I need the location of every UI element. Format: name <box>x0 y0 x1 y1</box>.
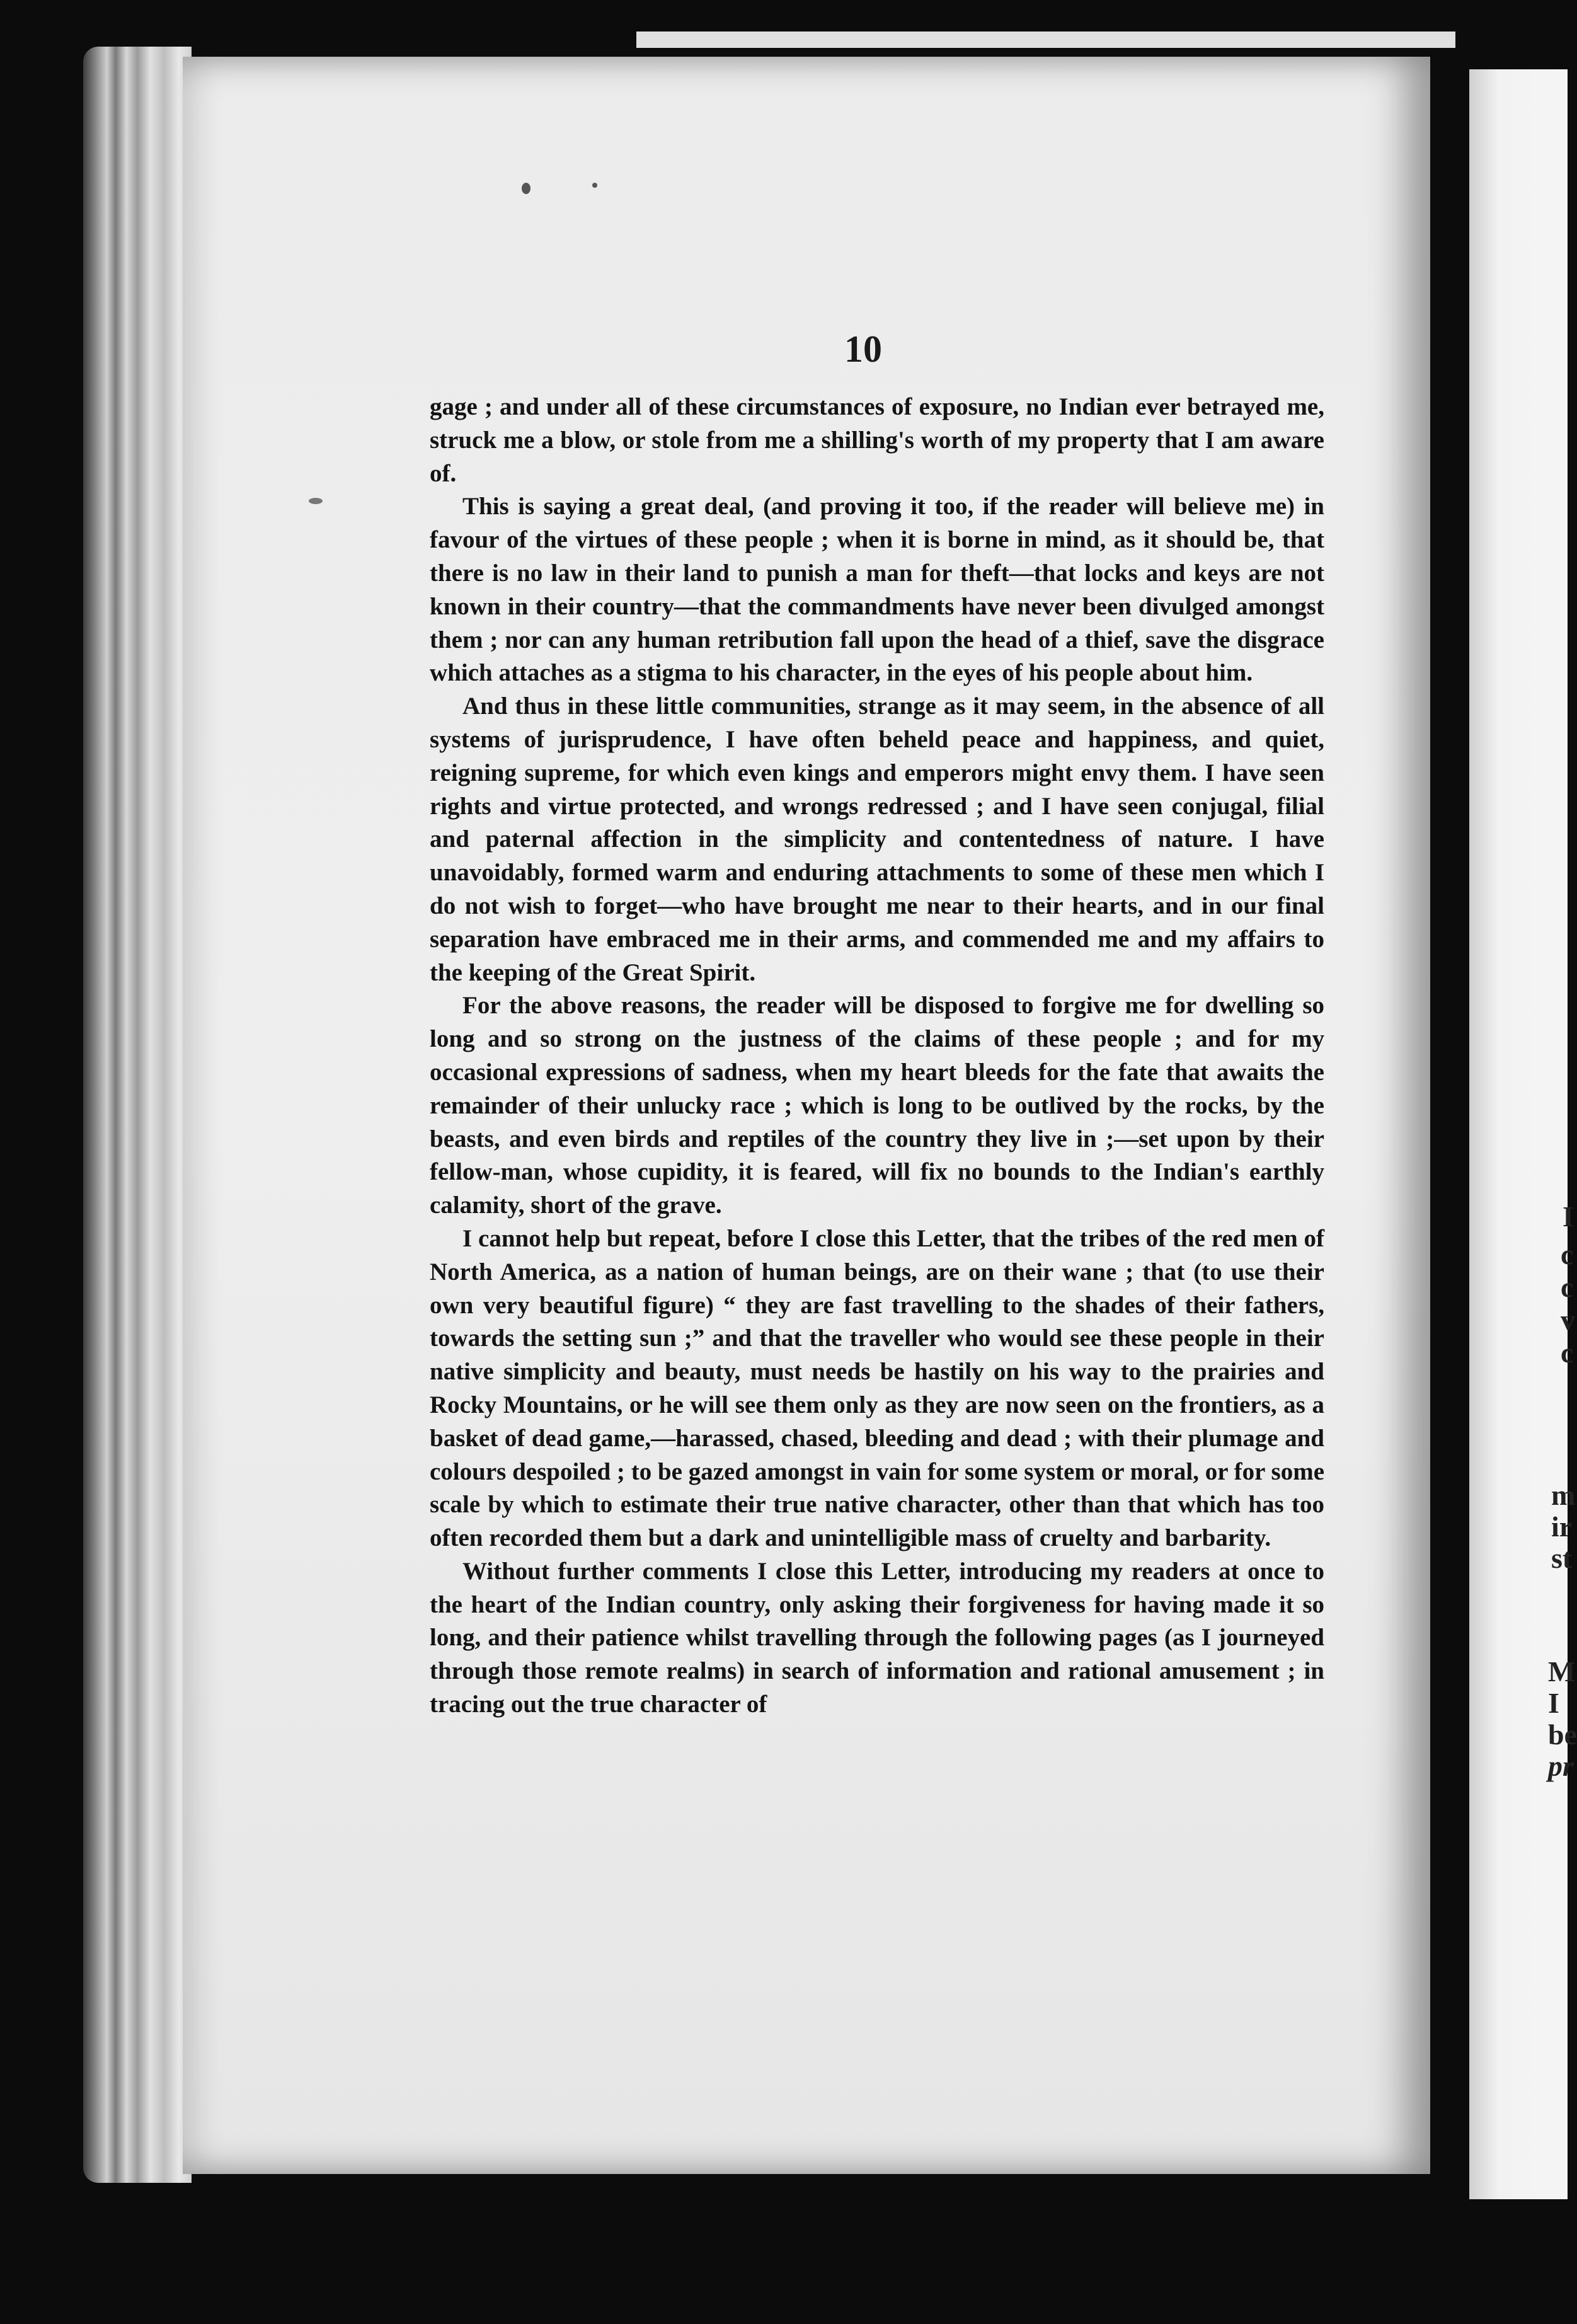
paragraph: gage ; and under all of these circumstances of exposure, no Indian ever betrayed me, struck me a blow, or stole from me a shilling's worth of my property that I am aware of. <box>430 393 1324 487</box>
paragraph: Without further comments I close this Letter, introducing my readers at once to the heart of the Indian country, only asking their forgiveness for having made it so long, and their patience whilst travelling through the following pages (as I journeyed through those remote realms) in search of information and rational amusement ; in tracing out the true character of <box>430 1557 1324 1718</box>
adjacent-fragment: c <box>1561 1271 1574 1303</box>
adjacent-fragment: st <box>1551 1542 1573 1574</box>
adjacent-fragment: ir <box>1551 1510 1573 1543</box>
body-text <box>430 391 1324 1722</box>
paragraph: I cannot help but repeat, before I close this Letter, that the tribes of the red men of North America, as a nation of human beings, are on their wane ; that (to use their own very beautiful figure) “ they are fast travelling to the shades of their fathers, towards the setting sun ;” and that the traveller who would see these people in their native simplicity and beauty, must needs be hastily on his way to the prairies and Rocky Mountains, or he will see them only as they are now seen on the frontiers, as a basket of dead game,—harassed, chased, bleeding and dead ; with their plumage and colours despoiled ; to be gazed amongst in vain for some system or moral, or for some scale by which to estimate their true native character, other than that which has too often recorded them but a dark and unintelligible mass of cruelty and barbarity. <box>430 1224 1324 1552</box>
adjacent-fragment: I <box>1548 1687 1559 1719</box>
adjacent-fragment: pr <box>1548 1750 1574 1782</box>
adjacent-fragment: be <box>1548 1718 1577 1751</box>
adjacent-fragment: c <box>1561 1238 1574 1270</box>
paragraph: This is saying a great deal, (and proving it too, if the reader will believe me) in favour of the virtues of these people ; when it is borne in mind, as it should be, that there is no law in their land to punish a man for theft—that locks and keys are not known in their country—that the commandments have never been divulged amongst them ; nor can any human retribution fall upon the head of a thief, save the disgrace which attaches as a stigma to his character, in the eyes of his people about him. <box>430 493 1324 687</box>
ink-speck <box>309 498 323 504</box>
adjacent-fragment: m <box>1551 1479 1576 1511</box>
book-page-edges <box>83 47 192 2183</box>
adjacent-fragment: I <box>1563 1200 1574 1233</box>
ink-speck <box>522 183 530 194</box>
paragraph: And thus in these little communities, strange as it may seem, in the absence of all systems of jurisprudence, I have often beheld peace and happiness, and quiet, reigning supreme, for which even kings and emperors might envy them. I have seen rights and virtue protected, and wrongs redressed ; and I have seen conjugal, filial and paternal affection in the simplicity and contentedness of nature. I have unavoidably, formed warm and enduring attachments to some of these men which I do not wish to forget—who have brought me near to their hearts, and in our final separation have embraced me in their arms, and commended me and my affairs to the keeping of the Great Spirit. <box>430 693 1324 986</box>
ink-speck <box>592 183 597 188</box>
page-number: 10 <box>844 328 882 370</box>
paragraph: For the above reasons, the reader will be disposed to forgive me for dwelling so long and so strong on the justness of the claims of these people ; and for my occasional expressions of sadness, when my heart bleeds for the fate that awaits the remainder of their unlucky race ; which is long to be outlived by the rocks, by the beasts, and even birds and reptiles of the country they live in ;—set upon by their fellow-man, whose cupidity, it is feared, will fix no bounds to the Indian's earthly calamity, short of the grave. <box>430 992 1324 1219</box>
adjacent-fragment: v <box>1561 1304 1575 1336</box>
adjacent-fragment: c <box>1561 1337 1574 1369</box>
top-edge-strip <box>636 32 1455 48</box>
adjacent-page <box>1469 69 1577 2199</box>
adjacent-fragment: M <box>1548 1655 1576 1688</box>
